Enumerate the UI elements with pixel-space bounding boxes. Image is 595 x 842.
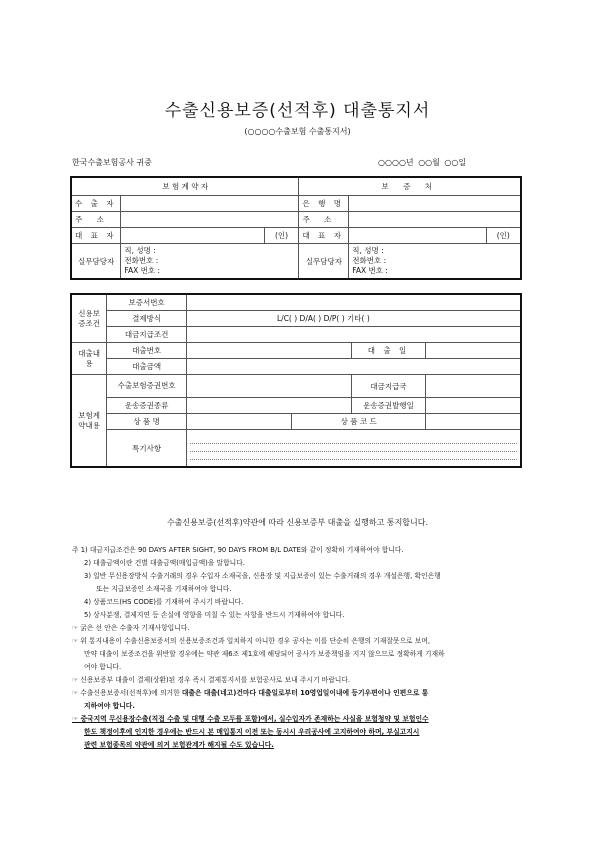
- star-note-5c: 관련 보험종목의 약관에 의거 보험관계가 해지될 수도 있습니다.: [84, 741, 274, 749]
- officer-phone: 전화번호 :: [124, 256, 159, 265]
- star-note-2b: 만약 대출이 보증조건을 위반할 경우에는 약관 제6조 제1호에 해당되어 공사가 보증책임을 지지 않으므로 정확하게 기재하: [84, 650, 445, 658]
- star-note-2c: 여야 합니다.: [84, 663, 122, 671]
- note-line-1: [190, 436, 517, 444]
- seal-contractor: (인): [264, 228, 299, 244]
- seal-guarantee: (인): [486, 228, 521, 244]
- label-guarantee-no: 보증서번호: [107, 294, 187, 311]
- officer-name-2: 직, 성명 :: [352, 246, 384, 255]
- field-product-name[interactable]: [186, 414, 292, 430]
- field-loan-amount[interactable]: [186, 359, 521, 375]
- label-bank: 은 행 명: [299, 196, 349, 212]
- star-note-2a: ☞ 위 통지내용이 수출신용보증서의 신용보증조건과 일치하지 아니한 경우 공사는 이를 단순히 은행의 기재잘못으로 보며,: [72, 637, 431, 645]
- star-note-5a: ☞ 중국지역 무신용장수출(직접 수출 및 대행 수출 모두를 포함)에서, 실수입자가 존재하는 사실을 보험청약 및 보험인수: [72, 715, 429, 723]
- date: ○○○○년 ○○월 ○○일: [378, 158, 467, 167]
- label-address: 주 소: [71, 212, 121, 228]
- field-payment-country[interactable]: [425, 375, 521, 398]
- label-loan-no: 대출번호: [107, 343, 187, 359]
- terms-table: [70, 293, 522, 468]
- label-exporter: 수 출 자: [71, 196, 121, 212]
- officer-contractor[interactable]: [121, 244, 299, 280]
- field-transport-date[interactable]: [425, 398, 521, 414]
- note-line-2: [190, 444, 517, 452]
- label-officer-2: 실무담당자: [299, 244, 349, 280]
- field-rep-guarantee[interactable]: [349, 228, 486, 244]
- officer-phone-2: 전화번호 :: [352, 256, 387, 265]
- note-1: 주 1) 대금지급조건은 90 DAYS AFTER SIGHT, 90 DAYS FROM B/L DATE와 같이 정확히 기재하여야 합니다.: [72, 546, 404, 554]
- note-2: 2) 대출금액이란 건별 대출금액(매입금액)을 말합니다.: [84, 559, 245, 567]
- star-note-4a-pre: ☞ 수출신용보증서(선적후)에 의거한: [72, 689, 182, 697]
- officer-name: 직, 성명 :: [124, 246, 156, 255]
- star-note-4a: [72, 688, 527, 699]
- field-transport-type[interactable]: [186, 398, 351, 414]
- field-loan-date[interactable]: [425, 343, 521, 359]
- star-note-5b: 한도 책정이후에 인지한 경우에는 반드시 본 매입통지 이전 또는 동시시 우리공사에 고지하여야 하며, 부실고지시: [84, 728, 420, 736]
- label-insurance-details: 보험계약내용: [71, 375, 107, 468]
- field-product-code[interactable]: [425, 414, 521, 430]
- officer-guarantee[interactable]: [349, 244, 521, 280]
- field-insurance-cert-no[interactable]: [186, 375, 351, 398]
- note-line-3: [190, 452, 517, 460]
- label-loan-details: 대출내용: [71, 343, 107, 375]
- label-special-notes: 특기사항: [107, 430, 187, 468]
- label-insurance-cert-no: 수출보험증권번호: [107, 375, 187, 398]
- label-credit-terms: 신용보증조건: [71, 294, 107, 343]
- note-3a: 3) 일반 무신용장방식 수출거래의 경우 수입자 소재국을, 신용장 및 지급보증이 있는 수출거래의 경우 개설은행, 확인은행: [84, 572, 441, 580]
- star-note-1: ☞ 굵은 선 안은 수출자 기재사항입니다.: [72, 624, 190, 632]
- page-subtitle: (○○○○수출보험 수출통지서): [244, 127, 351, 136]
- intro-statement: 수출신용보증(선적후)약관에 따라 신용보증부 대출을 실행하고 통지합니다.: [166, 518, 429, 527]
- field-exporter[interactable]: [121, 196, 299, 212]
- payment-options[interactable]: L/C( ) D/A( ) D/P( ) 기타( ): [186, 311, 521, 327]
- field-special-notes[interactable]: [186, 430, 521, 468]
- star-note-4a-bold: 대출은 대출(네고)건마다 대출일로부터 10영업일이내에 등기우편이나 인편으로 통: [181, 689, 429, 697]
- star-note-3: ☞ 신용보증부 대출이 결제(상환)된 경우 즉시 결제통지서를 보험공사로 보내 주시기 바랍니다.: [72, 676, 351, 684]
- label-transport-date: 운송증권발행일: [352, 398, 426, 414]
- field-address-guarantee[interactable]: [349, 212, 521, 228]
- note-4: 4) 상품코드(HS CODE)를 기재하여 주시기 바랍니다.: [84, 598, 244, 606]
- label-product-code: 상 품 코 드: [292, 414, 425, 430]
- parties-table: [70, 176, 522, 280]
- label-loan-payment-terms: 대금지급조건: [107, 327, 187, 343]
- field-guarantee-no[interactable]: [186, 294, 521, 311]
- field-address-contractor[interactable]: [121, 212, 299, 228]
- label-officer: 실무담당자: [71, 244, 121, 280]
- label-payment-method: 결제방식: [107, 311, 187, 327]
- field-bank[interactable]: [349, 196, 521, 212]
- label-rep: 대 표 자: [71, 228, 121, 244]
- label-rep-2: 대 표 자: [299, 228, 349, 244]
- label-address-2: 주 소: [299, 212, 349, 228]
- label-product-name: 상 품 명: [107, 414, 187, 430]
- page-title: 수출신용보증(선적후) 대출통지서: [164, 101, 431, 121]
- header-contractor: 보 험 계 약 자: [71, 177, 299, 196]
- field-rep-contractor[interactable]: [121, 228, 264, 244]
- label-transport-type: 운송증권종류: [107, 398, 187, 414]
- header-guarantee: 보 증 처: [299, 177, 521, 196]
- label-loan-amount: 대출금액: [107, 359, 187, 375]
- note-3b: 또는 지급보증인 소재국을 기재하여야 합니다.: [96, 585, 232, 593]
- field-loan-payment-terms[interactable]: [186, 327, 521, 343]
- note-5: 5) 상사분쟁, 결제지연 등 손실에 영향을 미칠 수 있는 사항을 반드시 기재하여야 합니다.: [84, 611, 345, 619]
- field-loan-no[interactable]: [186, 343, 351, 359]
- recipient: 한국수출보험공사 귀중: [72, 158, 152, 167]
- officer-fax: FAX 번호 :: [124, 266, 161, 275]
- star-note-4b: 지하여야 합니다.: [84, 702, 135, 710]
- officer-fax-2: FAX 번호 :: [352, 266, 388, 275]
- label-payment-country: 대금지급국: [352, 375, 426, 398]
- label-loan-date: 대 출 일: [352, 343, 426, 359]
